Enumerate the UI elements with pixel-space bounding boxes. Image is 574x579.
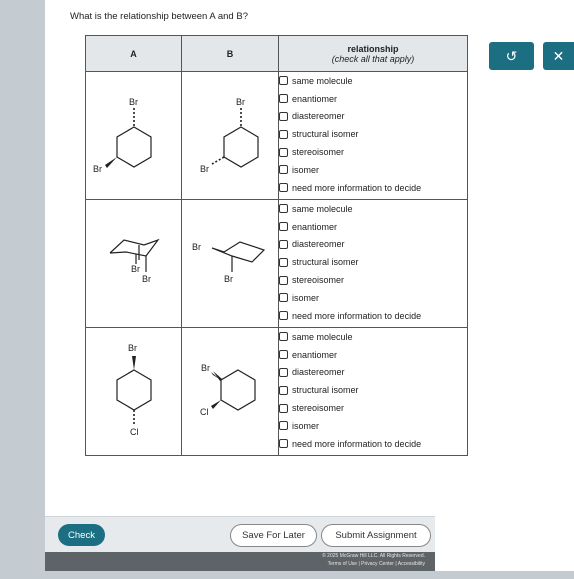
checkbox[interactable] — [279, 258, 288, 267]
close-icon: ✕ — [552, 47, 565, 64]
molecule-a-row3 — [86, 328, 182, 456]
table-row — [86, 328, 468, 456]
checkbox-option[interactable]: isomer — [279, 289, 467, 307]
checkbox[interactable] — [279, 130, 288, 139]
cyclohexane-structure — [182, 328, 278, 453]
checkbox-option[interactable]: enantiomer — [279, 90, 467, 108]
checkbox[interactable] — [279, 386, 288, 395]
table-row — [86, 72, 468, 200]
checkbox-option[interactable]: need more information to decide — [279, 179, 467, 197]
checkbox[interactable] — [279, 183, 288, 192]
legal-links[interactable]: Terms of Use | Privacy Center | Accessibility — [327, 561, 425, 567]
table-row — [86, 200, 468, 328]
molecule-b-row3 — [182, 328, 279, 456]
substituent-label: Br — [131, 264, 140, 274]
molecule-a-row2 — [86, 200, 182, 328]
checkbox-option[interactable]: same molecule — [279, 200, 467, 218]
checkbox-option[interactable]: structural isomer — [279, 125, 467, 143]
undo-button[interactable] — [489, 42, 534, 70]
checkbox[interactable] — [279, 404, 288, 413]
checkbox[interactable] — [279, 94, 288, 103]
checkbox[interactable] — [279, 293, 288, 302]
relationship-header-label: relationship — [347, 43, 399, 54]
relationship-table — [85, 35, 468, 456]
substituent-label: Br — [93, 164, 102, 174]
options-row2 — [279, 200, 468, 328]
checkbox[interactable] — [279, 76, 288, 85]
molecule-b-row2 — [182, 200, 279, 328]
substituent-label: Cl — [130, 427, 139, 437]
substituent-label: Br — [128, 343, 137, 353]
checkbox-option[interactable]: stereoisomer — [279, 143, 467, 161]
molecule-b-row1 — [182, 72, 279, 200]
column-header-relationship — [279, 36, 468, 72]
checkbox-option[interactable]: enantiomer — [279, 346, 467, 364]
substituent-label: Cl — [200, 407, 209, 417]
checkbox-option[interactable]: same molecule — [279, 72, 467, 90]
checkbox-option[interactable]: need more information to decide — [279, 307, 467, 325]
checkbox-option[interactable]: isomer — [279, 417, 467, 435]
checkbox-option[interactable]: same molecule — [279, 328, 467, 346]
substituent-label: Br — [192, 242, 201, 252]
checkbox[interactable] — [279, 368, 288, 377]
checkbox-option[interactable]: enantiomer — [279, 218, 467, 236]
checkbox[interactable] — [279, 276, 288, 285]
chair-conformation-structure — [86, 200, 181, 325]
checkbox[interactable] — [279, 439, 288, 448]
relationship-header-sub: (check all that apply) — [331, 53, 415, 64]
options-row1 — [279, 72, 468, 200]
checkbox[interactable] — [279, 311, 288, 320]
undo-icon: ↺ — [505, 47, 518, 64]
check-button[interactable]: Check — [58, 524, 105, 546]
checkbox[interactable] — [279, 112, 288, 121]
column-header-b: B — [182, 36, 279, 72]
checkbox[interactable] — [279, 204, 288, 213]
save-for-later-button[interactable]: Save For Later — [230, 524, 317, 547]
checkbox[interactable] — [279, 148, 288, 157]
substituent-label: Br — [142, 274, 151, 284]
legal-footer — [45, 552, 435, 571]
close-button[interactable] — [543, 42, 574, 70]
substituent-label: Br — [224, 274, 233, 284]
question-text: What is the relationship between A and B? — [70, 11, 248, 22]
bottom-bar — [0, 571, 574, 579]
checkbox[interactable] — [279, 350, 288, 359]
checkbox-option[interactable]: diastereomer — [279, 364, 467, 382]
checkbox[interactable] — [279, 165, 288, 174]
checkbox-option[interactable]: stereoisomer — [279, 271, 467, 289]
checkbox-option[interactable]: structural isomer — [279, 253, 467, 271]
checkbox-option[interactable]: diastereomer — [279, 108, 467, 126]
substituent-label: Br — [200, 164, 209, 174]
checkbox[interactable] — [279, 222, 288, 231]
checkbox[interactable] — [279, 421, 288, 430]
checkbox-option[interactable]: stereoisomer — [279, 399, 467, 417]
column-header-a: A — [86, 36, 182, 72]
checkbox[interactable] — [279, 332, 288, 341]
substituent-label: Br — [201, 363, 210, 373]
checkbox-option[interactable]: structural isomer — [279, 381, 467, 399]
cyclohexane-structure — [86, 328, 181, 453]
checkbox-option[interactable]: isomer — [279, 161, 467, 179]
checkbox[interactable] — [279, 240, 288, 249]
substituent-label: Br — [129, 97, 138, 107]
molecule-a-row1 — [86, 72, 182, 200]
substituent-label: Br — [236, 97, 245, 107]
checkbox-option[interactable]: need more information to decide — [279, 435, 467, 453]
copyright-text: © 2025 McGraw Hill LLC. All Rights Reserved. — [322, 553, 425, 559]
chair-conformation-structure — [182, 200, 278, 325]
cyclohexane-structure — [182, 72, 278, 197]
cyclohexane-structure — [86, 72, 181, 197]
submit-assignment-button[interactable]: Submit Assignment — [321, 524, 431, 547]
checkbox-option[interactable]: diastereomer — [279, 236, 467, 254]
options-row3 — [279, 328, 468, 456]
